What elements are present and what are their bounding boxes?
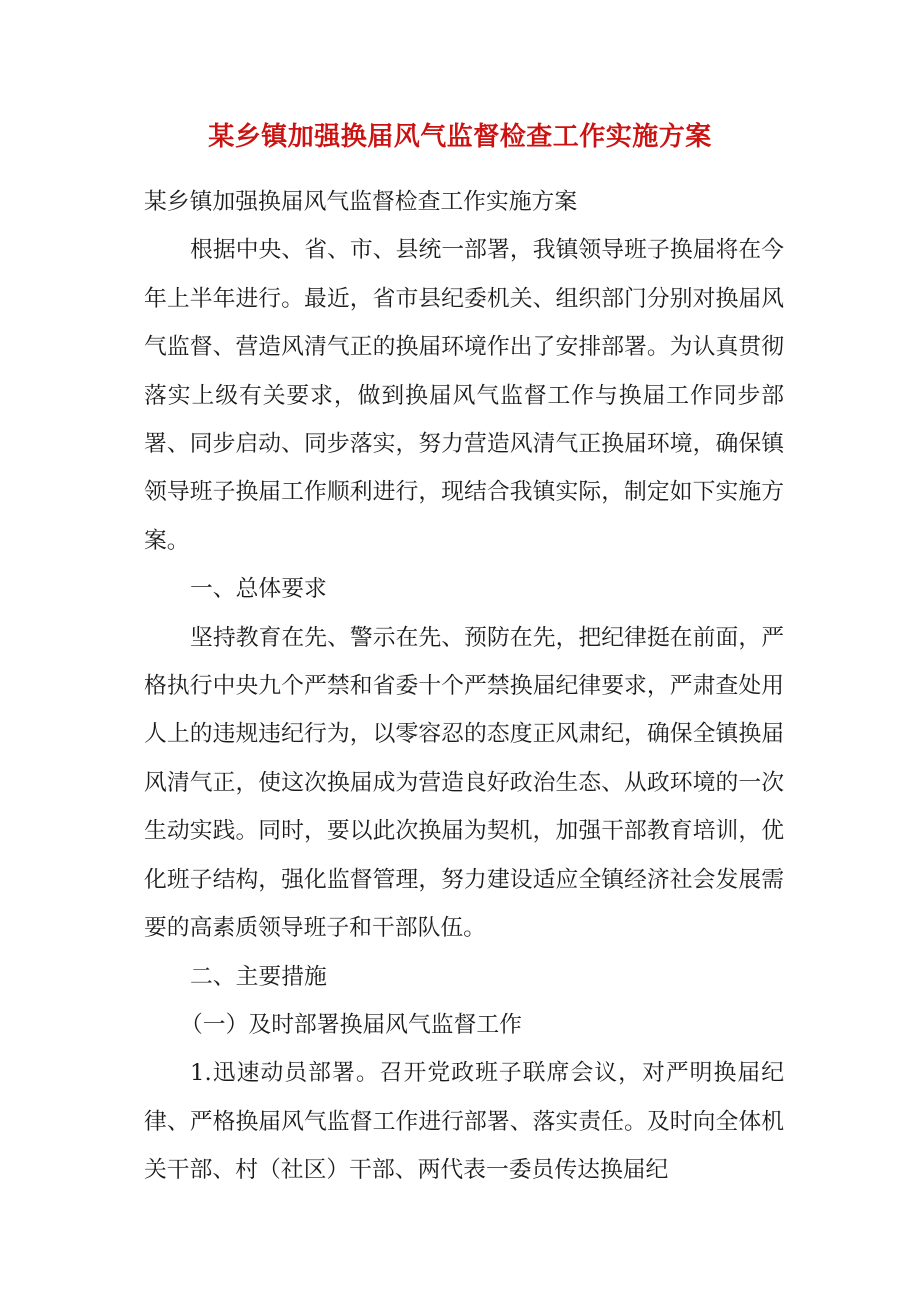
general-requirements-paragraph: 坚持教育在先、警示在先、预防在先，把纪律挺在前面，严格执行中央九个严禁和省委十个严禁换届纪律要求，严肃查处用人上的违规违纪行为，以零容忍的态度正风肃纪，确保全镇换届风清气正，使这次换届成为营造良好政治生态、从政环境的一次生动实践。同时，要以此次换届为契机，加强干部教育培训，优化班子结构，强化监督管理，努力建设适应全镇经济社会发展需要的高素质领导班子和干部队伍。 xyxy=(144,624,784,942)
document-subtitle: 某乡镇加强换届风气监督检查工作实施方案 xyxy=(144,189,578,215)
section-heading-general-requirements: 一、总体要求 xyxy=(190,576,327,603)
item-paragraph-mobilize: 1.迅速动员部署。召开党政班子联席会议，对严明换届纪律、严格换届风气监督工作进行部署、落实责任。及时向全体机关干部、村（社区）干部、两代表一委员传达换届纪 xyxy=(144,1060,784,1184)
document-title: 某乡镇加强换届风气监督检查工作实施方案 xyxy=(208,122,712,152)
document-body xyxy=(144,178,784,1195)
intro-paragraph: 根据中央、省、市、县统一部署，我镇领导班子换届将在今年上半年进行。最近，省市县纪委机关、组织部门分别对换届风气监督、营造风清气正的换届环境作出了安排部署。为认真贯彻落实上级有关要求，做到换届风气监督工作与换届工作同步部署、同步启动、同步落实，努力营造风清气正换届环境，确保镇领导班子换届工作顺利进行，现结合我镇实际，制定如下实施方案。 xyxy=(144,237,784,554)
subsection-heading-deploy-supervision: （一）及时部署换届风气监督工作 xyxy=(180,1011,522,1038)
section-heading-main-measures: 二、主要措施 xyxy=(190,963,327,990)
